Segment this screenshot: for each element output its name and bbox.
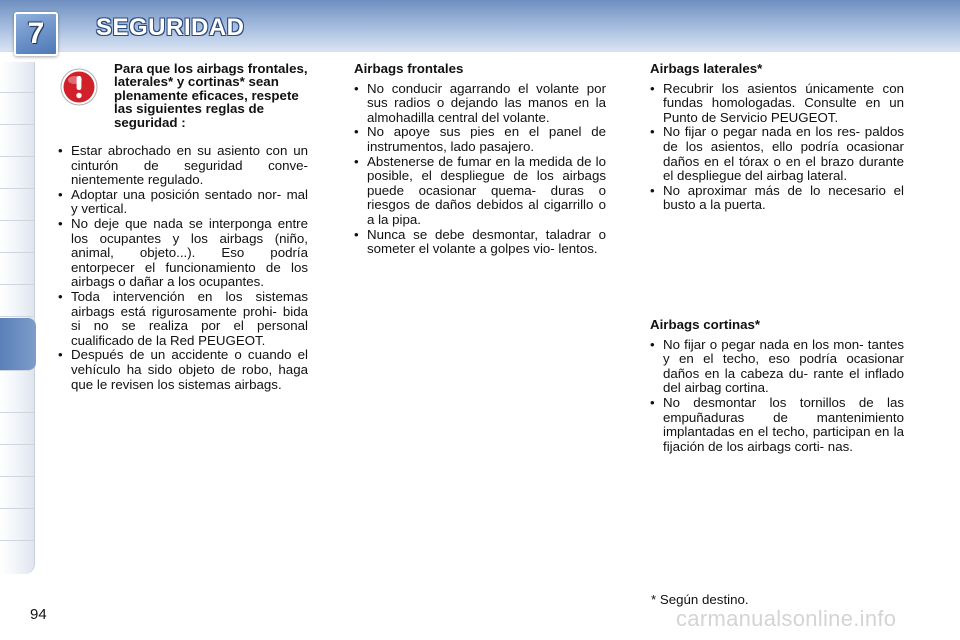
list-item: • No fijar o pegar nada en los mon- tantes y en el techo, eso podría ocasionar daños en la cabeza du- rante el inflado del airbag cortina.	[648, 338, 904, 396]
chapter-tab-active[interactable]	[0, 318, 36, 371]
section-title: Airbags cortinas*	[650, 317, 761, 332]
chapter-tab[interactable]	[0, 286, 34, 317]
list-item: • No deje que nada se interponga entre los ocupantes y los airbags (niño, animal, objeto...). Eso podría entorpecer el funcionamiento de los airbags o dañar a los ocupantes.	[56, 217, 308, 290]
chapter-tab[interactable]	[0, 94, 34, 125]
lateral-airbags-list	[648, 82, 904, 213]
list-item: • No conducir agarrando el volante por sus radios o dejando las manos en la almohadilla central del volante.	[352, 82, 606, 126]
list-item: • Toda intervención en los sistemas airbags está rigurosamente prohi- bida si no se realiza por el personal cualificado de la Red PEUGEOT.	[56, 290, 308, 348]
chapter-tab[interactable]	[0, 190, 34, 221]
list-item: • Después de un accidente o cuando el vehículo ha sido objeto de robo, haga que le revisen los sistemas airbags.	[56, 348, 308, 392]
chapter-tab[interactable]	[0, 446, 34, 477]
list-item: • Estar abrochado en su asiento con un cinturón de seguridad conve- nientemente regulado.	[56, 144, 308, 188]
section-title: Airbags laterales*	[650, 61, 763, 76]
chapter-tab[interactable]	[0, 222, 34, 253]
watermark: carmanualsonline.info	[676, 606, 897, 631]
chapter-tab[interactable]	[0, 510, 34, 541]
general-rules-list	[56, 144, 308, 392]
frontal-airbags-section	[352, 62, 606, 257]
list-item: • No desmontar los tornillos de las empuñaduras de mantenimiento implantadas en el techo, participan en la fijación de los airbags corti- nas.	[648, 396, 904, 454]
chapter-tab[interactable]	[0, 62, 34, 93]
curtain-airbags-section	[648, 318, 904, 454]
chapter-tab[interactable]	[0, 158, 34, 189]
chapter-tab[interactable]	[0, 478, 34, 509]
general-rules-column	[56, 144, 308, 392]
lateral-airbags-section	[648, 62, 904, 213]
chapter-tab[interactable]	[0, 254, 34, 285]
footnote: * Según destino.	[651, 592, 749, 607]
chapter-tab[interactable]	[0, 126, 34, 157]
list-item: • Abstenerse de fumar en la medida de lo posible, el despliegue de los airbags puede ocasionar quema- duras o riesgos de daños debidos al cigarrillo o a la pipa.	[352, 155, 606, 228]
chapter-tab[interactable]	[0, 414, 34, 445]
exclamation-warning-icon	[60, 68, 98, 106]
chapter-number-badge	[14, 12, 58, 56]
list-item: • No fijar o pegar nada en los res- paldos de los asientos, ello podría ocasionar daños en el tórax o en el brazo durante el despliegue del airbag lateral.	[648, 125, 904, 183]
page-number: 94	[30, 606, 47, 623]
chapter-title: SEGURIDAD	[96, 14, 245, 41]
list-item: • No apoye sus pies en el panel de instrumentos, lado pasajero.	[352, 125, 606, 154]
section-title: Airbags frontales	[354, 61, 464, 76]
chapter-number: 7	[27, 17, 45, 50]
list-item: • No aproximar más de lo necesario el busto a la puerta.	[648, 184, 904, 213]
list-item: • Adoptar una posición sentado nor- mal y vertical.	[56, 188, 308, 217]
frontal-airbags-list	[352, 82, 606, 257]
list-item: • Nunca se debe desmontar, taladrar o someter el volante a golpes vio- lentos.	[352, 228, 606, 257]
chapter-tab[interactable]	[0, 382, 34, 413]
curtain-airbags-list	[648, 338, 904, 455]
warning-intro-text: Para que los airbags frontales, laterales* y cortinas* sean plenamente eficaces, respete las siguientes reglas de seguridad :	[114, 61, 308, 130]
list-item: • Recubrir los asientos únicamente con fundas homologadas. Consulte en un Punto de Servicio PEUGEOT.	[648, 82, 904, 126]
chapter-tab-rail	[0, 62, 35, 574]
